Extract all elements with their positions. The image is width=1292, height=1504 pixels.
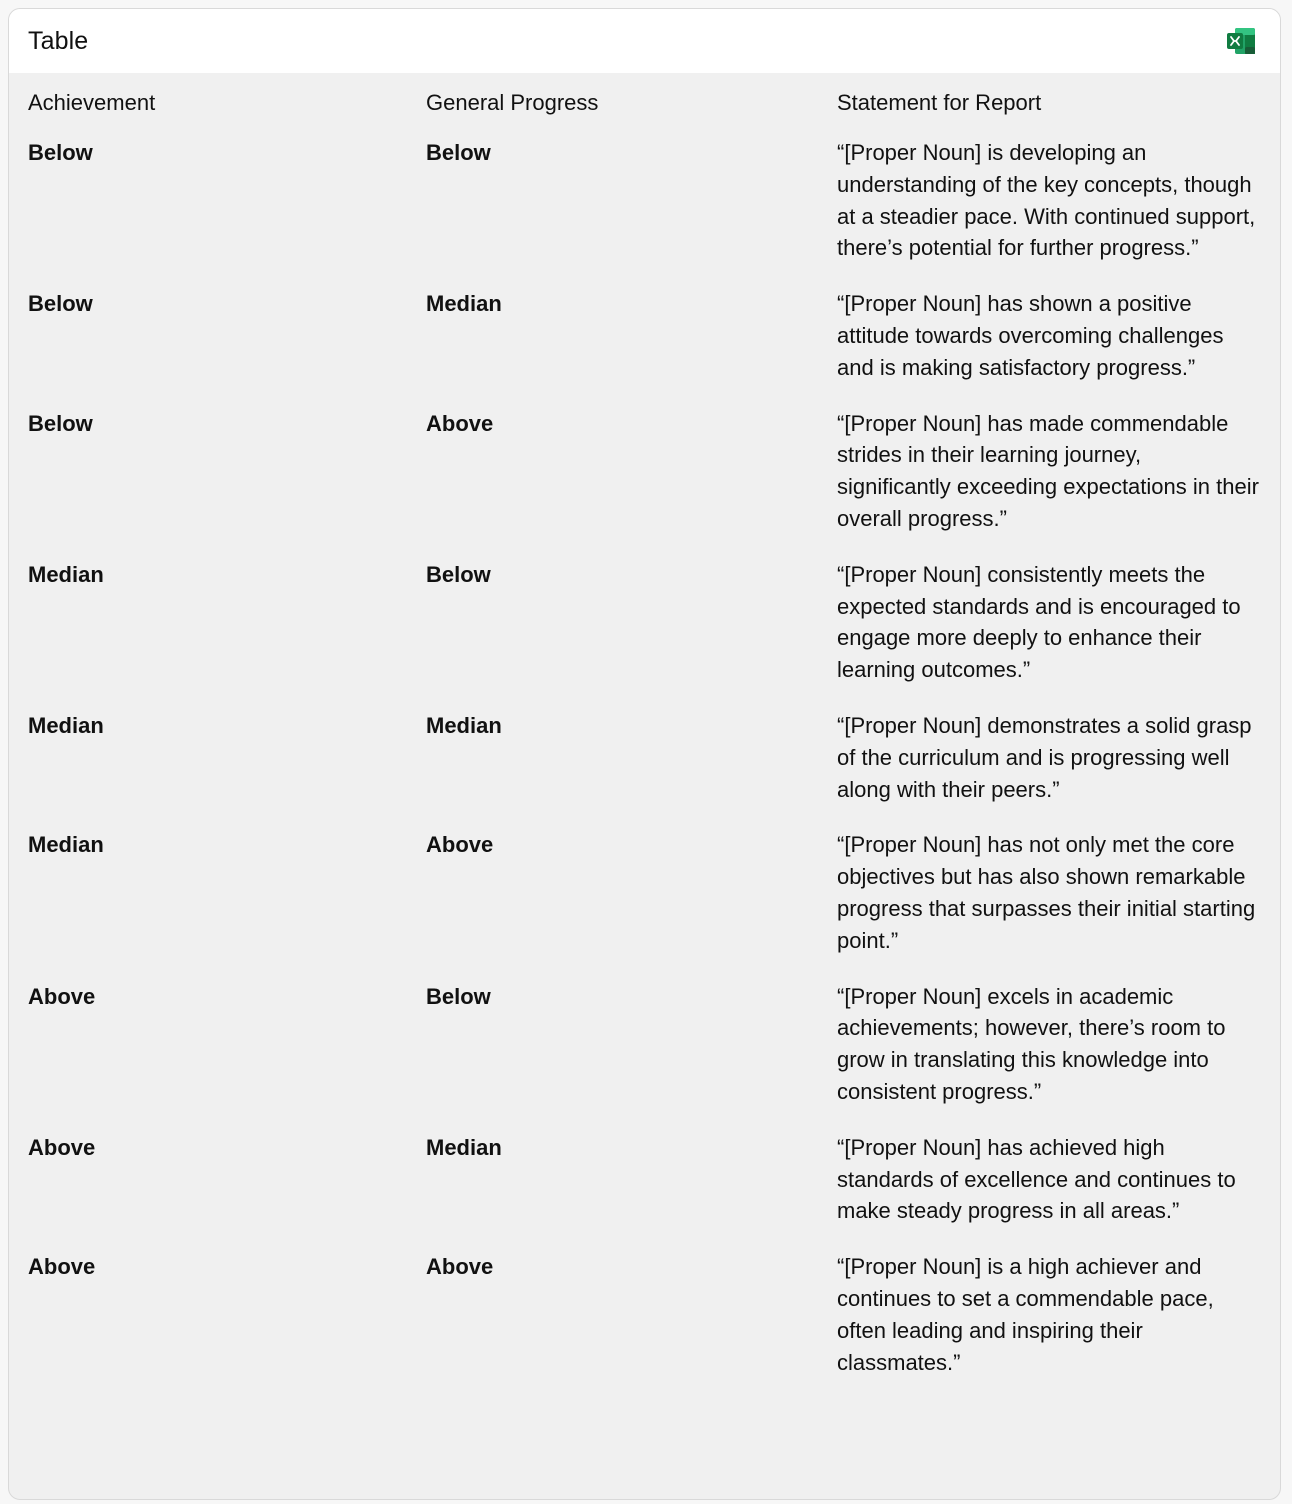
column-header-achievement: Achievement (28, 90, 156, 115)
card-header (9, 9, 1280, 73)
achievement-cell: Above (28, 1254, 96, 1280)
progress-cell: Above (426, 410, 494, 436)
achievement-cell: Below (28, 291, 93, 317)
card-title: Table (28, 26, 89, 55)
table-row (9, 1132, 1280, 1251)
achievement-cell: Below (28, 140, 93, 165)
statement-cell: “[Proper Noun] demonstrates a solid grasp of the curriculum and is progressing well along with their peers.” (837, 712, 1252, 802)
achievement-cell: Median (28, 832, 104, 858)
column-header-general-progress: General Progress (426, 90, 599, 115)
achievement-cell: Below (28, 410, 93, 436)
statement-cell: “[Proper Noun] is developing an understanding of the key concepts, though at a steadier pace. With continued support, there’s potential for further progress.” (837, 140, 1256, 261)
column-header-statement: Statement for Report (837, 90, 1042, 115)
statement-cell: “[Proper Noun] has made commendable strides in their learning journey, significantly exceeding expectations in their overall progress.” (837, 410, 1259, 531)
progress-cell: Median (426, 291, 502, 317)
achievement-cell: Above (28, 983, 96, 1009)
table-row (9, 829, 1280, 980)
progress-cell: Below (426, 561, 491, 587)
progress-cell: Above (426, 832, 494, 858)
table-row (9, 710, 1280, 829)
table-row (9, 408, 1280, 559)
statement-cell: “[Proper Noun] has achieved high standards of excellence and continues to make steady progress in all areas.” (837, 1134, 1236, 1224)
report-table (9, 73, 1280, 1402)
table-row (9, 288, 1280, 407)
achievement-cell: Above (28, 1134, 96, 1160)
statement-cell: “[Proper Noun] excels in academic achievements; however, there’s room to grow in translating this knowledge into consistent progress.” (837, 983, 1226, 1104)
progress-cell: Median (426, 1134, 502, 1160)
statement-cell: “[Proper Noun] has shown a positive attitude towards overcoming challenges and is making satisfactory progress.” (837, 291, 1224, 380)
progress-cell: Median (426, 712, 502, 738)
progress-cell: Above (426, 1254, 494, 1280)
progress-cell: Below (426, 140, 491, 165)
progress-cell: Below (426, 983, 491, 1009)
excel-icon[interactable] (1226, 26, 1256, 56)
statement-cell: “[Proper Noun] consistently meets the expected standards and is encouraged to engage more deeply to enhance their learning outcomes.” (837, 561, 1241, 683)
statement-cell: “[Proper Noun] has not only met the core objectives but has also shown remarkable progress that surpasses their initial starting point.” (837, 832, 1256, 953)
statement-cell: “[Proper Noun] is a high achiever and continues to set a commendable pace, often leading and inspiring their classmates.” (837, 1254, 1214, 1375)
table-row (9, 137, 1280, 288)
header-row (9, 73, 1280, 137)
table-row (9, 981, 1280, 1132)
table-card (8, 8, 1281, 1500)
achievement-cell: Median (28, 561, 104, 587)
table-row (9, 1251, 1280, 1402)
achievement-cell: Median (28, 712, 104, 738)
table-row (9, 559, 1280, 710)
